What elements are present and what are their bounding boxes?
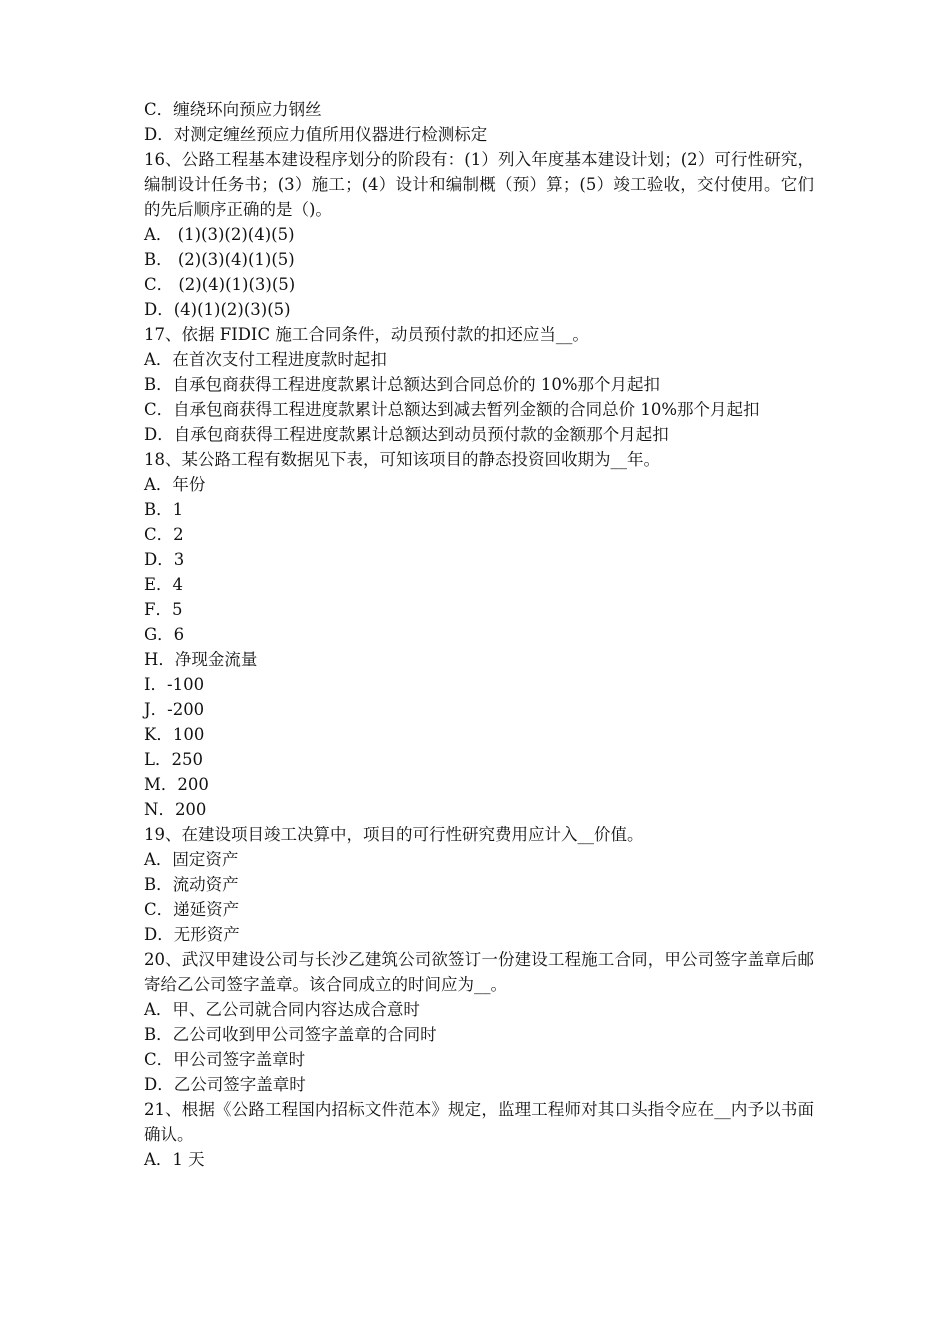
q18-option-d: D．3 [144,550,185,569]
q19-option-d: D．无形资产 [144,925,240,944]
q18-option-g: G．6 [144,625,185,644]
q18-option-b: B．1 [144,500,184,519]
q19-option-c: C．递延资产 [144,900,240,919]
q16-option-c: C． (2)(4)(1)(3)(5) [144,275,296,294]
q19-option-b: B．流动资产 [144,875,239,894]
question-17: 17、依据 FIDIC 施工合同条件，动员预付款的扣还应当__。 [144,325,589,344]
q20-option-b: B．乙公司收到甲公司签字盖章的合同时 [144,1025,437,1044]
q20-option-d: D．乙公司签字盖章时 [144,1075,306,1094]
q18-option-j: J．-200 [144,700,205,719]
q17-option-a: A．在首次支付工程进度款时起扣 [144,350,387,369]
question-20: 20、武汉甲建设公司与长沙乙建筑公司欲签订一份建设工程施工合同，甲公司签字盖章后邮寄给乙公司签字盖章。该合同成立的时间应为__。 [144,950,814,994]
q16-option-b: B． (2)(3)(4)(1)(5) [144,250,295,269]
q18-option-n: N．200 [144,800,207,819]
q18-option-a: A．年份 [144,475,206,494]
option-c-wrap-wire: C．缠绕环向预应力钢丝 [144,100,322,119]
q20-option-c: C．甲公司签字盖章时 [144,1050,306,1069]
q16-option-a: A． (1)(3)(2)(4)(5) [144,225,295,244]
q18-option-m: M．200 [144,775,209,794]
q20-option-a: A．甲、乙公司就合同内容达成合意时 [144,1000,420,1019]
question-18: 18、某公路工程有数据见下表，可知该项目的静态投资回收期为__年。 [144,450,660,469]
q17-option-b: B．自承包商获得工程进度款累计总额达到合同总价的 10%那个月起扣 [144,375,661,394]
q18-option-e: E．4 [144,575,184,594]
option-d-calibrate-instrument: D．对测定缠丝预应力值所用仪器进行检测标定 [144,125,488,144]
q16-option-d: D．(4)(1)(2)(3)(5) [144,300,291,319]
q18-option-k: K．100 [144,725,205,744]
q18-option-c: C．2 [144,525,184,544]
q21-option-a: A．1 天 [144,1150,205,1169]
q17-option-c: C．自承包商获得工程进度款累计总额达到减去暂列金额的合同总价 10%那个月起扣 [144,400,760,419]
q19-option-a: A．固定资产 [144,850,239,869]
q18-option-i: I．-100 [144,675,205,694]
question-21: 21、根据《公路工程国内招标文件范本》规定，监理工程师对其口头指令应在__内予以书面确认。 [144,1100,814,1144]
q18-option-f: F．5 [144,600,183,619]
q18-option-h: H．净现金流量 [144,650,258,669]
document-page [144,97,814,1172]
q17-option-d: D．自承包商获得工程进度款累计总额达到动员预付款的金额那个月起扣 [144,425,669,444]
question-16: 16、公路工程基本建设程序划分的阶段有：(1）列入年度基本建设计划；(2）可行性研究，编制设计任务书；(3）施工；(4）设计和编制概（预）算；(5）竣工验收，交付使用。它们的先后顺序正确的是（)。 [144,150,814,219]
q18-option-l: L．250 [144,750,203,769]
question-19: 19、在建设项目竣工决算中，项目的可行性研究费用应计入__价值。 [144,825,644,844]
